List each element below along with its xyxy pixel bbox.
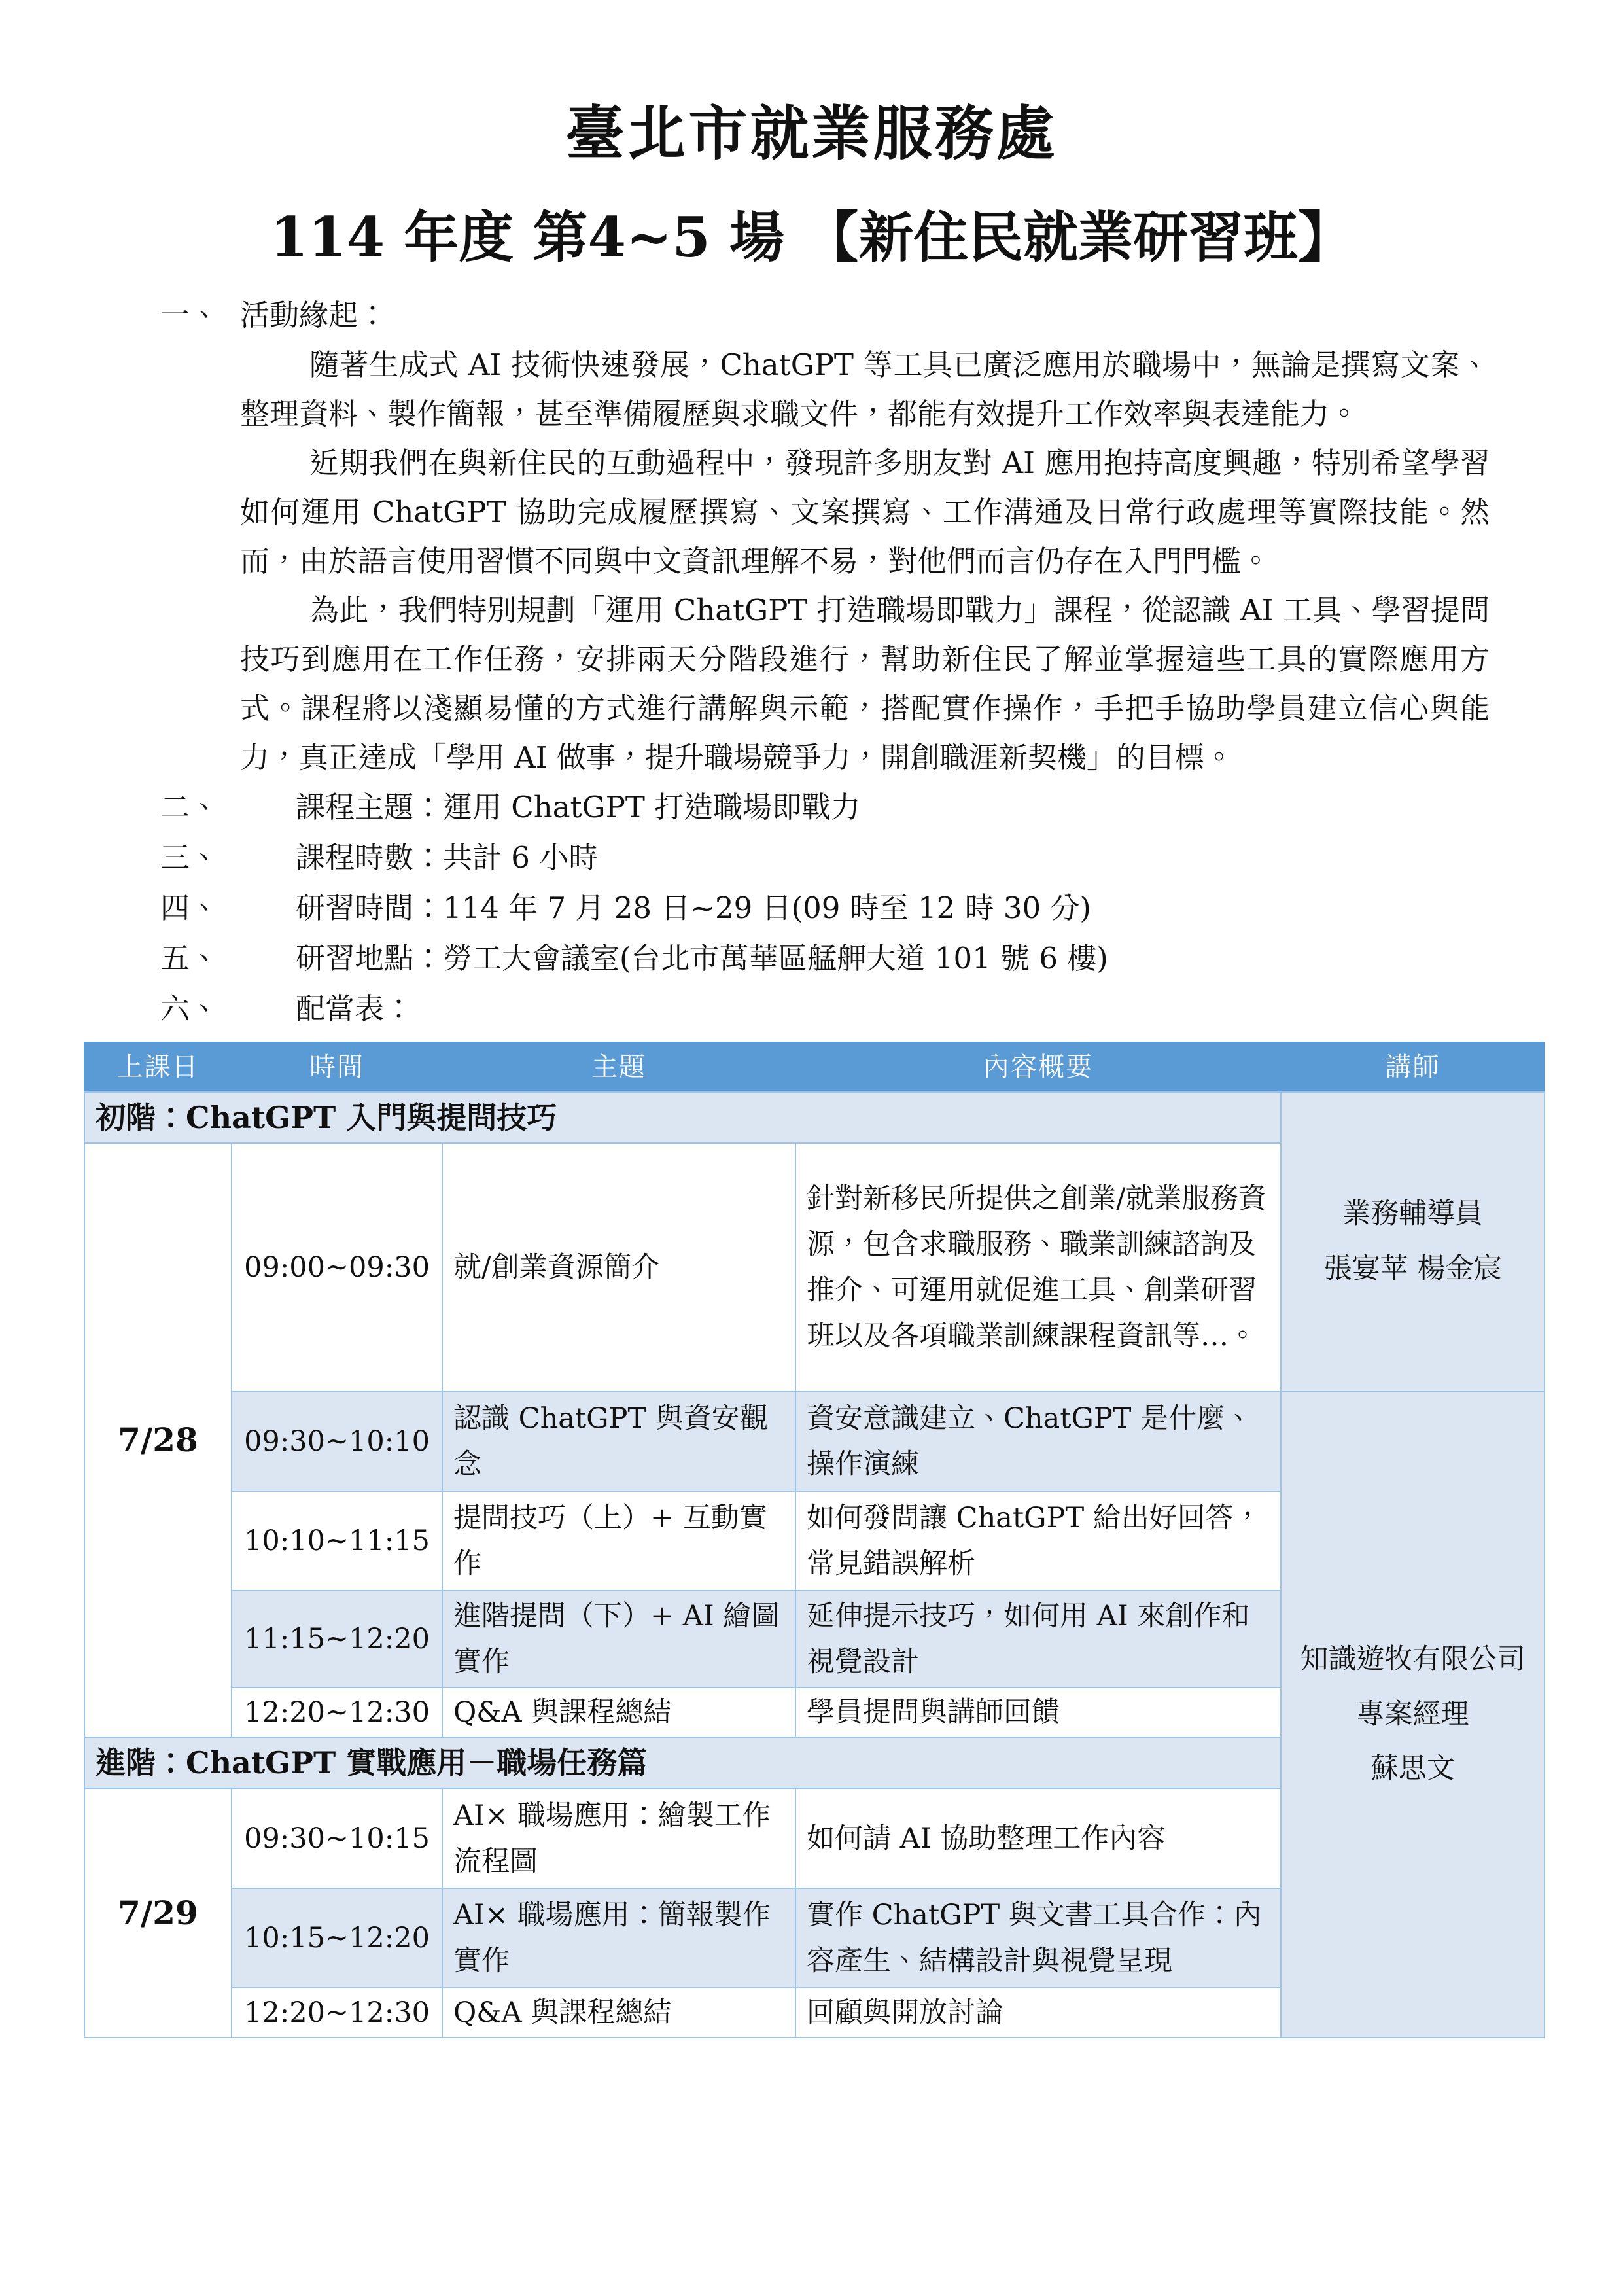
topic-cell: 就/創業資源簡介 (442, 1143, 795, 1392)
topic-cell: Q&A 與課程總結 (442, 1687, 795, 1737)
time-cell: 11:15~12:20 (232, 1591, 442, 1687)
topic-cell: Q&A 與課程總結 (442, 1988, 795, 2038)
list-item-topic-label: 二、 (160, 790, 220, 824)
list-item-location-text: 研習地點：勞工大會議室(台北市萬華區艋舺大道 101 號 6 樓) (296, 941, 1108, 976)
origin-paragraph-3: 為此，我們特別規劃「運用 ChatGPT 打造職場即戰力」課程，從認識 AI 工具、學習提問技巧到應用在工作任務，安排兩天分階段進行，幫助新住民了解並掌握這些工具的實際應用方式。課程將以淺顯易懂的方式進行講解與示範，搭配實作操作，手把手協助學員建立信心與能力，真正達成「學用 AI 做事，提升職場競爭力，開創職涯新契機」的目標。 (240, 593, 1490, 775)
day-cell-729: 7/29 (84, 1788, 232, 2038)
header-time: 時間 (232, 1042, 442, 1092)
topic-cell: 提問技巧（上）+ 互動實作 (442, 1491, 795, 1591)
time-cell: 09:30~10:10 (232, 1392, 442, 1491)
list-item-location (160, 933, 1492, 983)
topic-cell: AI× 職場應用：繪製工作流程圖 (442, 1788, 795, 1888)
time-cell: 10:10~11:15 (232, 1491, 442, 1591)
list-item-topic (160, 782, 1492, 832)
list-item-schedule (160, 983, 1492, 1034)
list-item-location-label: 五、 (160, 941, 220, 976)
content-cell: 回顧與開放討論 (795, 1988, 1281, 2038)
lecturer-2-company: 知識遊牧有限公司 (1300, 1642, 1526, 1676)
lecturer-2-title: 專案經理 (1356, 1697, 1469, 1731)
list-item-time (160, 883, 1492, 933)
content-cell: 延伸提示技巧，如何用 AI 來創作和視覺設計 (795, 1591, 1281, 1687)
lecturer-2-name: 蘇思文 (1370, 1752, 1455, 1786)
content-cell: 學員提問與講師回饋 (795, 1687, 1281, 1737)
content-cell: 實作 ChatGPT 與文書工具合作：內容產生、結構設計與視覺呈現 (795, 1888, 1281, 1988)
content-cell: 如何請 AI 協助整理工作內容 (795, 1788, 1281, 1888)
lecturer-1-title: 業務輔導員 (1342, 1197, 1483, 1231)
list-item-hours-text: 課程時數：共計 6 小時 (296, 840, 599, 875)
day-cell-728: 7/28 (84, 1143, 232, 1737)
time-cell: 09:30~10:15 (232, 1788, 442, 1888)
content-cell: 如何發問讓 ChatGPT 給出好回答，常見錯誤解析 (795, 1491, 1281, 1591)
list-item-time-label: 四、 (160, 891, 220, 925)
section-title-basic: 初階：ChatGPT 入門與提問技巧 (84, 1092, 1281, 1143)
table-row (84, 1392, 1544, 1491)
list-item-origin-label: 一、 (160, 298, 220, 332)
topic-cell: 認識 ChatGPT 與資安觀念 (442, 1392, 795, 1491)
list-item-schedule-label: 六、 (160, 991, 220, 1026)
list-item-origin-heading: 活動緣起： (240, 298, 388, 332)
content-cell: 資安意識建立、ChatGPT 是什麼、操作演練 (795, 1392, 1281, 1491)
time-cell: 09:00~09:30 (232, 1143, 442, 1392)
header-class-date: 上課日 (84, 1042, 232, 1092)
table-header-row (84, 1042, 1544, 1092)
list-item-hours (160, 832, 1492, 883)
document-subtitle: 114 年度 第4~5 場 【新住民就業研習班】 (270, 205, 1353, 270)
list-item-topic-text: 課程主題：運用 ChatGPT 打造職場即戰力 (296, 790, 861, 824)
origin-paragraphs (240, 340, 1490, 782)
list-item-hours-label: 三、 (160, 840, 220, 875)
section-title-advanced: 進階：ChatGPT 實戰應用－職場任務篇 (84, 1737, 1281, 1788)
section-row-basic (84, 1092, 1544, 1143)
document-title: 臺北市就業服務處 (565, 99, 1058, 168)
origin-paragraph-2: 近期我們在與新住民的互動過程中，發現許多朋友對 AI 應用抱持高度興趣，特別希望學習如何運用 ChatGPT 協助完成履歷撰寫、文案撰寫、工作溝通及日常行政處理等實際技能。然而，由於語言使用習慣不同與中文資訊理解不易，對他們而言仍存在入門門檻。 (240, 446, 1490, 578)
topic-cell: AI× 職場應用：簡報製作實作 (442, 1888, 795, 1988)
list-item-origin (160, 290, 1492, 340)
header-summary: 內容概要 (795, 1042, 1281, 1092)
time-cell: 12:20~12:30 (232, 1687, 442, 1737)
schedule-table (84, 1042, 1545, 2038)
document-body (160, 290, 1492, 1034)
topic-cell: 進階提問（下）+ AI 繪圖實作 (442, 1591, 795, 1687)
header-lecturer: 講師 (1281, 1042, 1544, 1092)
list-item-schedule-text: 配當表： (296, 991, 414, 1026)
header-topic: 主題 (442, 1042, 795, 1092)
origin-paragraph-1: 隨著生成式 AI 技術快速發展，ChatGPT 等工具已廣泛應用於職場中，無論是撰寫文案、整理資料、製作簡報，甚至準備履歷與求職文件，都能有效提升工作效率與表達能力。 (240, 347, 1490, 431)
lecturer-cell-2 (1281, 1392, 1544, 2038)
content-cell: 針對新移民所提供之創業/就業服務資源，包含求職服務、職業訓練諮詢及推介、可運用就促進工具、創業研習班以及各項職業訓練課程資訊等…。 (795, 1143, 1281, 1392)
time-cell: 12:20~12:30 (232, 1988, 442, 2038)
lecturer-cell-1 (1281, 1092, 1544, 1392)
list-item-time-text: 研習時間：114 年 7 月 28 日~29 日(09 時至 12 時 30 分) (296, 891, 1091, 925)
lecturer-1-names: 張宴苹 楊金宸 (1323, 1252, 1502, 1285)
time-cell: 10:15~12:20 (232, 1888, 442, 1988)
